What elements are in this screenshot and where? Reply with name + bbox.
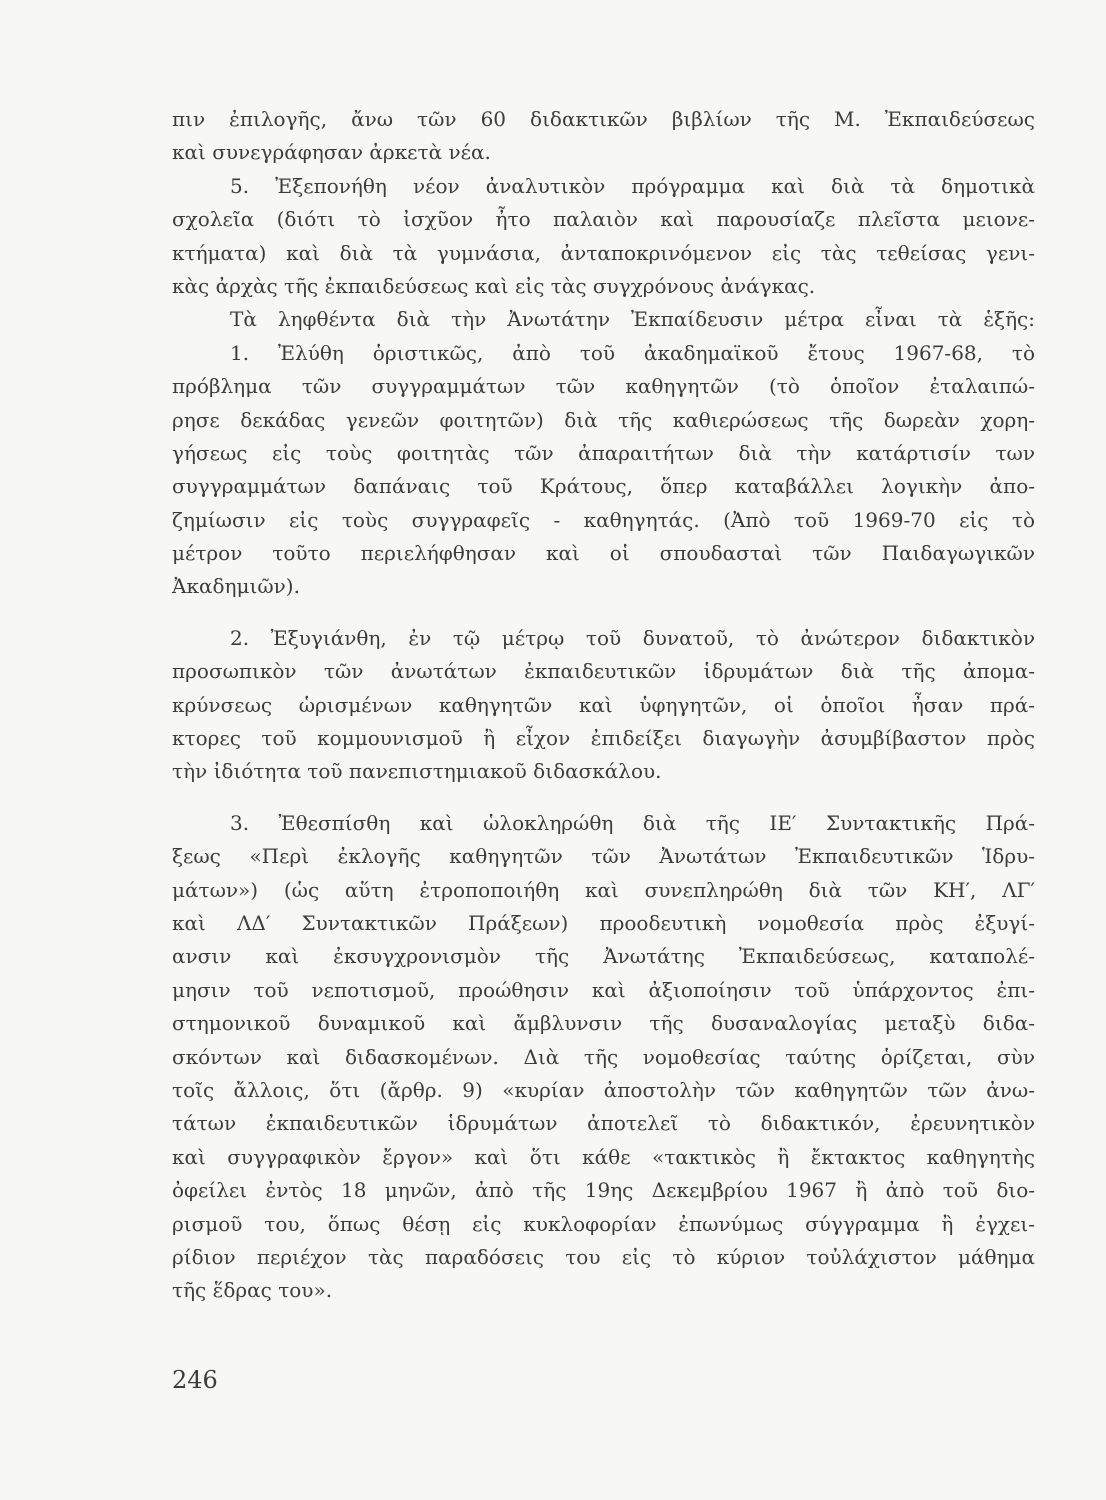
- text-line: ζημίωσιν εἰς τοὺς συγγραφεῖς - καθηγητάς. (Ἀπὸ τοῦ 1969-70 εἰς τὸ: [172, 507, 1035, 532]
- text-line: 1. Ἐλύθη ὁριστικῶς, ἀπὸ τοῦ ἀκαδημαϊκοῦ ἔτους 1967-68, τὸ: [230, 340, 1035, 365]
- text-line: 3. Ἐθεσπίσθη καὶ ὡλοκληρώθη διὰ τῆς ΙΕ′ Συντακτικῆς Πρά-: [230, 810, 1035, 835]
- paragraph: [172, 622, 1035, 789]
- text-line: πρόβλημα τῶν συγγραμμάτων τῶν καθηγητῶν (τὸ ὁποῖον ἐταλαιπώ-: [172, 374, 1035, 399]
- text-line: ανσιν καὶ ἐκσυγχρονισμὸν τῆς Ἀνωτάτης Ἐκπαιδεύσεως, καταπολέ-: [172, 944, 1035, 969]
- text-line: κτήματα) καὶ διὰ τὰ γυμνάσια, ἀνταποκρινόμενον εἰς τὰς τεθείσας γενι-: [172, 240, 1035, 265]
- text-line: κὰς ἀρχὰς τῆς ἐκπαιδεύσεως καὶ εἰς τὰς συγχρόνους ἀνάγκας.: [172, 273, 816, 298]
- paragraph: [172, 303, 1035, 336]
- paragraph: [172, 103, 1035, 170]
- text-line: Τὰ ληφθέντα διὰ τὴν Ἀνωτάτην Ἐκπαίδευσιν μέτρα εἶναι τὰ ἑξῆς:: [230, 307, 1035, 332]
- text-line: γήσεως εἰς τοὺς φοιτητὰς τῶν ἀπαραιτήτων διὰ τὴν κατάρτισίν των: [172, 440, 1035, 465]
- text-line: κτορες τοῦ κομμουνισμοῦ ἢ εἶχον ἐπιδείξει διαγωγὴν ἀσυμβίβαστον πρὸς: [172, 726, 1035, 751]
- text-line: καὶ συγγραφικὸν ἔργον» καὶ ὅτι κάθε «τακτικὸς ἢ ἔκτακτος καθηγητὴς: [172, 1144, 1035, 1169]
- text-line: τῆς ἕδρας του».: [172, 1278, 333, 1303]
- text-line: πιν ἐπιλογῆς, ἄνω τῶν 60 διδακτικῶν βιβλίων τῆς Μ. Ἐκπαιδεύσεως: [172, 107, 1035, 131]
- paragraph: [172, 807, 1035, 1308]
- text-line: καὶ ΛΔ′ Συντακτικῶν Πράξεων) προοδευτικὴ νομοθεσία πρὸς ἐξυγί-: [172, 910, 1035, 935]
- text-line: 5. Ἐξεπονήθη νέον ἀναλυτικὸν πρόγραμμα καὶ διὰ τὰ δημοτικὰ: [230, 173, 1035, 198]
- text-line: τοῖς ἄλλοις, ὅτι (ἄρθρ. 9) «κυρίαν ἀποστολὴν τῶν καθηγητῶν τῶν ἀνω-: [172, 1077, 1035, 1102]
- text-line: Ἀκαδημιῶν).: [172, 574, 300, 599]
- text-line: ρίδιον περιέχον τὰς παραδόσεις του εἰς τὸ κύριον τοὐλάχιστον μάθημα: [172, 1244, 1035, 1269]
- text-line: προσωπικὸν τῶν ἀνωτάτων ἐκπαιδευτικῶν ἱδρυμάτων διὰ τῆς ἀπομα-: [172, 659, 1035, 684]
- text-line: μέτρον τοῦτο περιελήφθησαν καὶ οἱ σπουδασταὶ τῶν Παιδαγωγικῶν: [172, 541, 1035, 566]
- text-line: τὴν ἰδιότητα τοῦ πανεπιστημιακοῦ διδασκάλου.: [172, 759, 662, 784]
- text-line: μησιν τοῦ νεποτισμοῦ, προώθησιν καὶ ἀξιοποίησιν τοῦ ὑπάρχοντος ἐπι-: [172, 977, 1035, 1002]
- paragraph: [172, 170, 1035, 304]
- text-line: στημονικοῦ δυναμικοῦ καὶ ἄμβλυνσιν τῆς δυσαναλογίας μεταξὺ διδα-: [172, 1011, 1035, 1036]
- text-line: καὶ συνεγράφησαν ἀρκετὰ νέα.: [172, 140, 491, 165]
- text-line: 2. Ἐξυγιάνθη, ἐν τῷ μέτρῳ τοῦ δυνατοῦ, τὸ ἀνώτερον διδακτικὸν: [230, 625, 1035, 650]
- page-number: 246: [172, 1366, 218, 1394]
- page-body: [172, 103, 1035, 1308]
- text-line: σχολεῖα (διότι τὸ ἰσχῦον ἦτο παλαιὸν καὶ παρουσίαζε πλεῖστα μειονε-: [172, 207, 1035, 232]
- text-line: ρισμοῦ του, ὅπως θέσῃ εἰς κυκλοφορίαν ἐπωνύμως σύγγραμμα ἢ ἐγχει-: [172, 1211, 1035, 1236]
- text-line: ρησε δεκάδας γενεῶν φοιτητῶν) διὰ τῆς καθιερώσεως τῆς δωρεὰν χορη-: [172, 407, 1035, 432]
- text-line: ὀφείλει ἐντὸς 18 μηνῶν, ἀπὸ τῆς 19ης Δεκεμβρίου 1967 ἢ ἀπὸ τοῦ διο-: [172, 1178, 1035, 1203]
- text-line: κρύνσεως ὡρισμένων καθηγητῶν καὶ ὑφηγητῶν, οἱ ὁποῖοι ἦσαν πρά-: [172, 692, 1035, 717]
- text-line: τάτων ἐκπαιδευτικῶν ἱδρυμάτων ἀποτελεῖ τὸ διδακτικόν, ἐρευνητικὸν: [172, 1111, 1035, 1136]
- paragraph: [172, 337, 1035, 604]
- text-line: μάτων») (ὡς αὕτη ἐτροποποιήθη καὶ συνεπληρώθη διὰ τῶν ΚΗ′, ΛΓ′: [172, 877, 1035, 902]
- text-line: συγγραμμάτων δαπάναις τοῦ Κράτους, ὅπερ καταβάλλει λογικὴν ἀπο-: [172, 474, 1035, 499]
- text-line: σκόντων καὶ διδασκομένων. Διὰ τῆς νομοθεσίας ταύτης ὁρίζεται, σὺν: [172, 1044, 1035, 1069]
- text-line: ξεως «Περὶ ἐκλογῆς καθηγητῶν τῶν Ἀνωτάτων Ἐκπαιδευτικῶν Ἱδρυ-: [172, 844, 1035, 869]
